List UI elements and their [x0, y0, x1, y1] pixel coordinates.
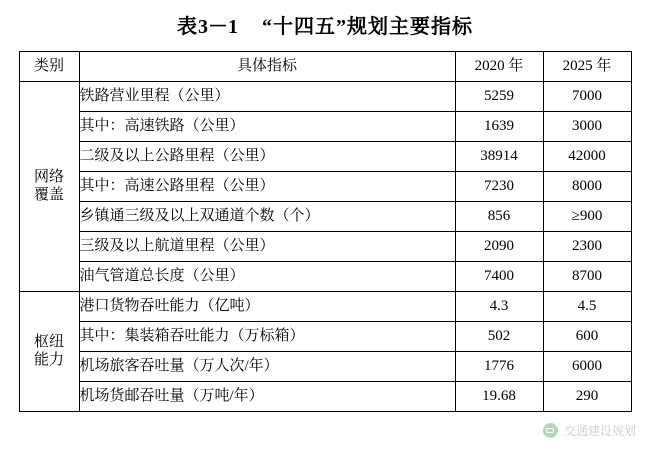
table-row: [19, 82, 631, 112]
table-row: [19, 292, 631, 322]
indicator-name: 港口货物吞吐能力（亿吨）: [79, 292, 455, 322]
header-indicator: 具体指标: [79, 52, 455, 82]
value-2020: 7230: [455, 172, 543, 202]
value-2020: 2090: [455, 232, 543, 262]
table-row: [19, 262, 631, 292]
indicator-name: 乡镇通三级及以上双通道个数（个）: [79, 202, 455, 232]
value-2025: 6000: [543, 352, 631, 382]
value-2025: 3000: [543, 112, 631, 142]
table-row: [19, 172, 631, 202]
indicator-name: 铁路营业里程（公里）: [79, 82, 455, 112]
value-2025: ≥900: [543, 202, 631, 232]
table-body: [19, 82, 631, 412]
table-header-row: [19, 52, 631, 82]
category-label-line2: 覆盖: [33, 186, 64, 203]
category-label-line2: 能力: [33, 351, 64, 368]
category-cell-network: [19, 82, 79, 292]
value-2025: 7000: [543, 82, 631, 112]
indicator-name: 三级及以上航道里程（公里）: [79, 232, 455, 262]
value-2025: 42000: [543, 142, 631, 172]
table-row: [19, 142, 631, 172]
value-2020: 7400: [455, 262, 543, 292]
table-row: [19, 352, 631, 382]
value-2020: 4.3: [455, 292, 543, 322]
value-2020: 502: [455, 322, 543, 352]
table-row: [19, 382, 631, 412]
table-row: [19, 232, 631, 262]
value-2025: 600: [543, 322, 631, 352]
indicator-name: 二级及以上公路里程（公里）: [79, 142, 455, 172]
value-2020: 1639: [455, 112, 543, 142]
value-2025: 4.5: [543, 292, 631, 322]
indicator-name: 机场旅客吞吐量（万人次/年）: [79, 352, 455, 382]
header-category: 类别: [19, 52, 79, 82]
watermark-text: 交通建设规划: [563, 424, 636, 438]
value-2025: 2300: [543, 232, 631, 262]
table-row: [19, 112, 631, 142]
value-2025: 290: [543, 382, 631, 412]
title-main: “十四五”规划主要指标: [262, 16, 473, 38]
watermark: [543, 422, 636, 439]
value-2025: 8000: [543, 172, 631, 202]
value-2020: 19.68: [455, 382, 543, 412]
indicator-name: 机场货邮吞吐量（万吨/年）: [79, 382, 455, 412]
value-2020: 856: [455, 202, 543, 232]
indicator-name: 其中：高速公路里程（公里）: [79, 172, 455, 202]
table-row: [19, 202, 631, 232]
title-prefix: 表: [177, 16, 198, 38]
indicator-name: 其中：集装箱吞吐能力（万标箱）: [79, 322, 455, 352]
title-number: 3－1: [198, 16, 238, 38]
table-row: [19, 322, 631, 352]
value-2025: 8700: [543, 262, 631, 292]
category-label-line1: 枢纽: [33, 334, 64, 351]
leaf-circle-icon: [543, 423, 558, 438]
value-2020: 5259: [455, 82, 543, 112]
header-year-2020: 2020 年: [455, 52, 543, 82]
category-cell-hub: [19, 292, 79, 412]
header-year-2025: 2025 年: [543, 52, 631, 82]
value-2020: 38914: [455, 142, 543, 172]
value-2020: 1776: [455, 352, 543, 382]
page-title: [0, 0, 650, 51]
indicators-table: [19, 51, 632, 412]
category-label-line1: 网络: [33, 169, 64, 186]
indicator-name: 其中：高速铁路（公里）: [79, 112, 455, 142]
indicator-name: 油气管道总长度（公里）: [79, 262, 455, 292]
table-header: [19, 52, 631, 82]
